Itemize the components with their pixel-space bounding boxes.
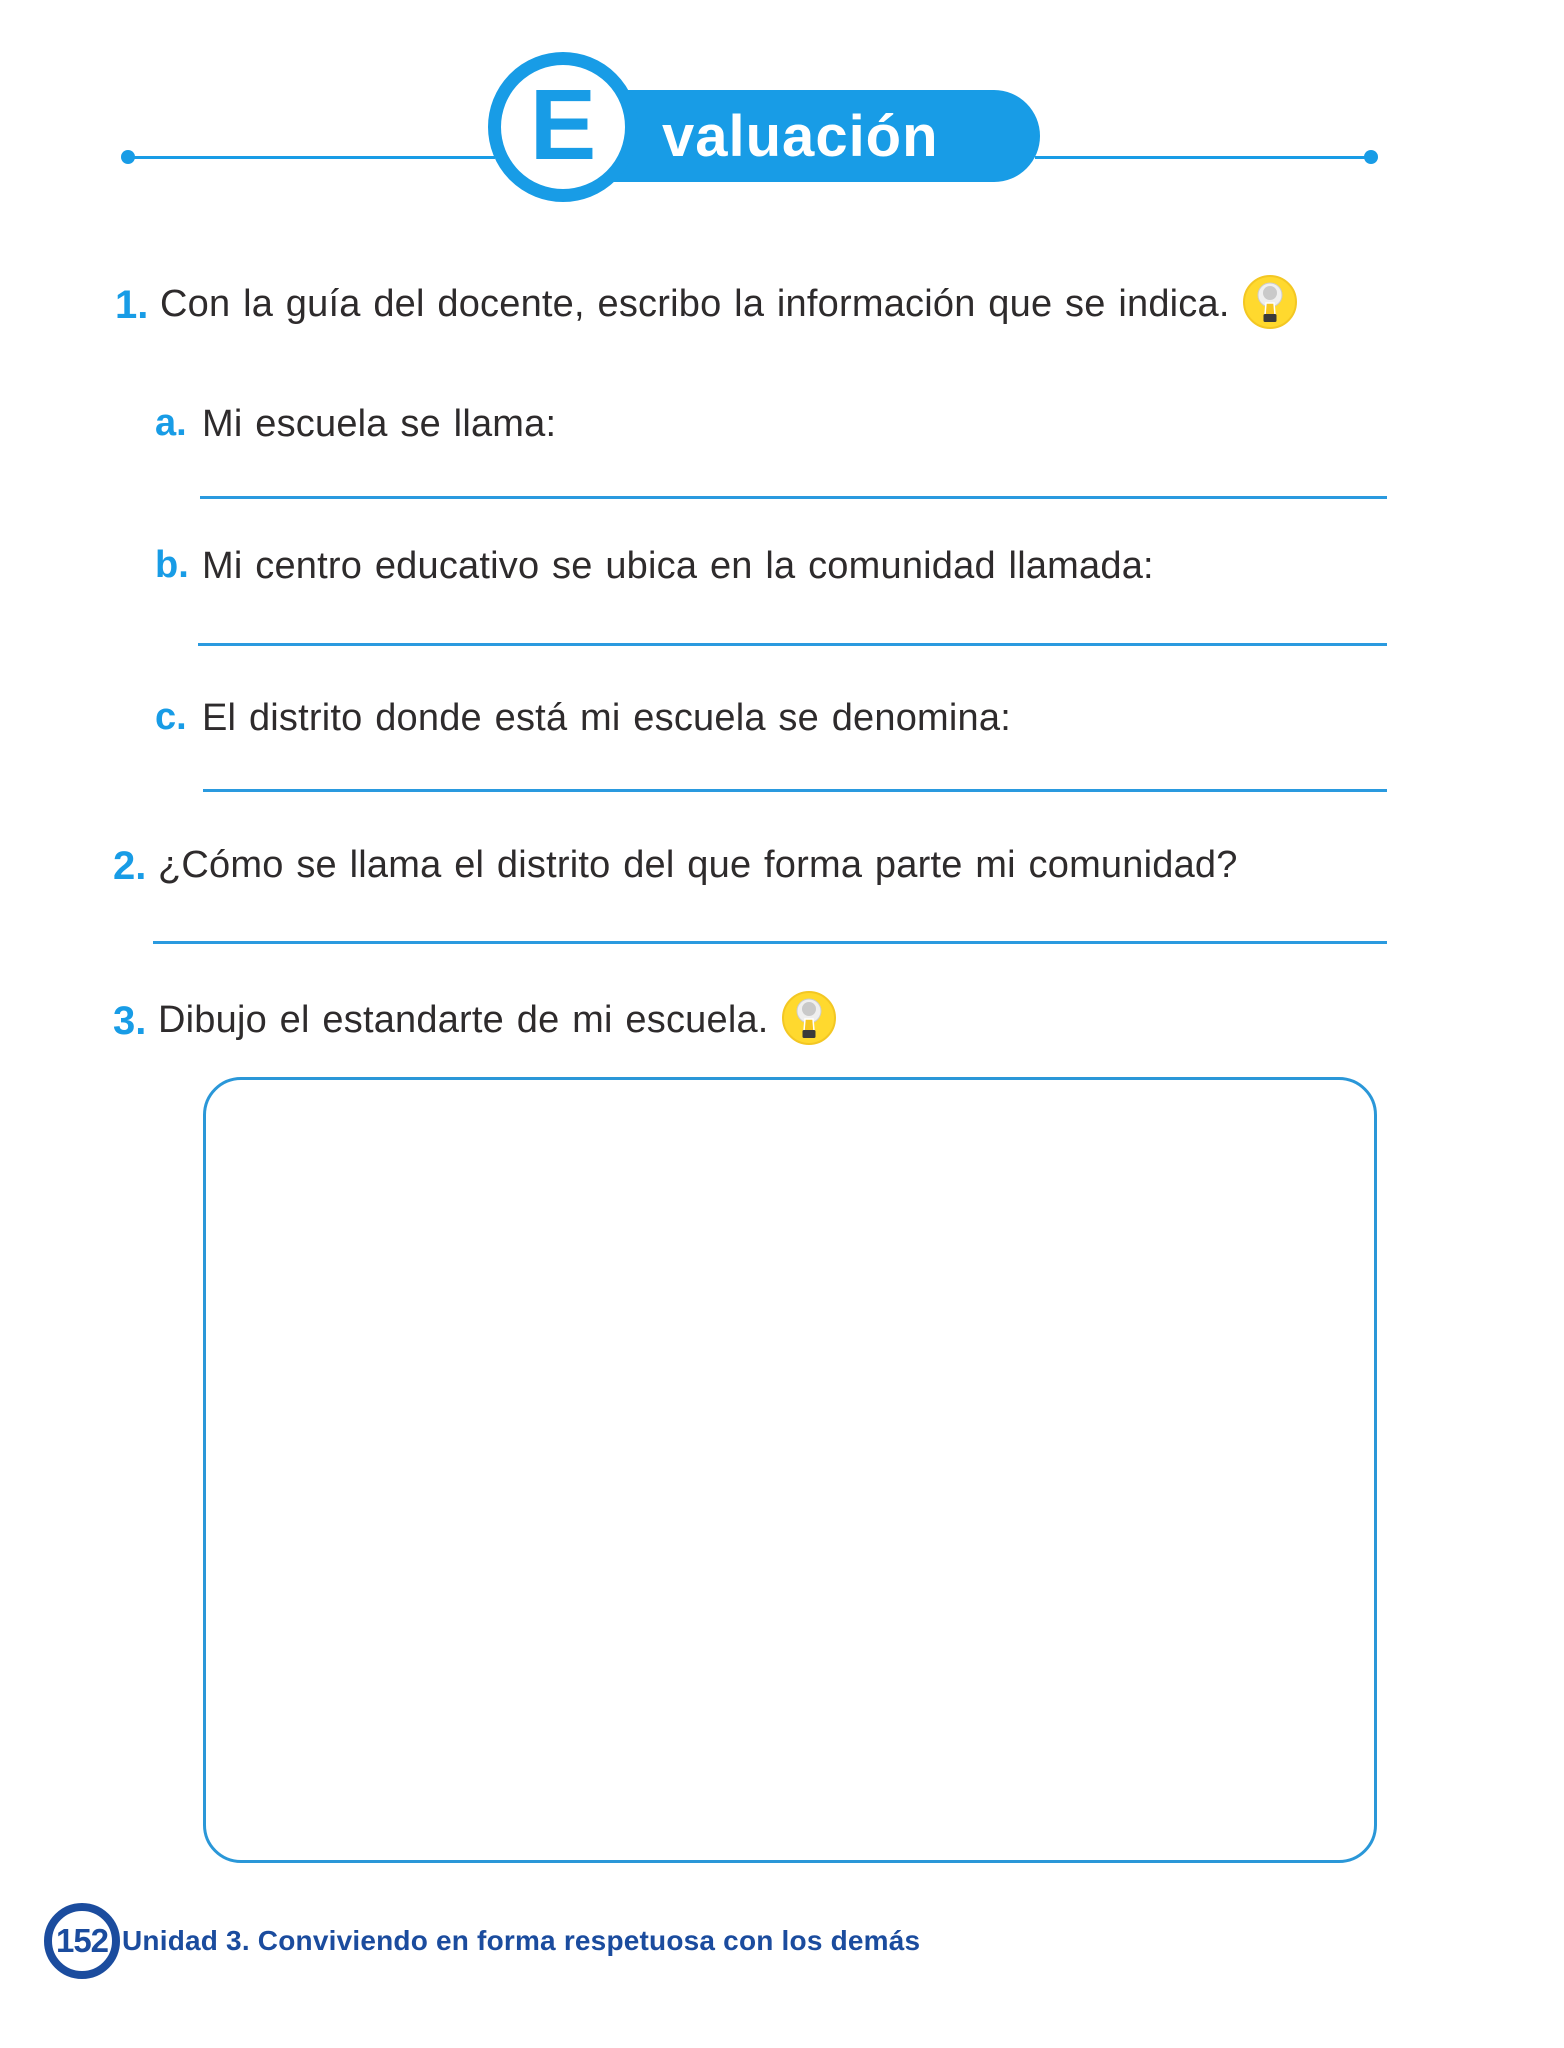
answer-line-1c[interactable] xyxy=(203,789,1387,792)
question-1c-text: El distrito donde está mi escuela se denomina: xyxy=(202,697,1011,739)
answer-line-2[interactable] xyxy=(153,941,1387,944)
header-line-dot-right xyxy=(1364,150,1378,164)
question-1-number: 1. xyxy=(115,283,149,327)
question-2-number: 2. xyxy=(113,844,147,888)
page-number: 152 xyxy=(55,1922,109,1959)
drawing-box[interactable] xyxy=(203,1077,1377,1863)
question-2 xyxy=(113,842,1238,890)
lightbulb-icon xyxy=(781,989,837,1047)
header-line-left xyxy=(130,156,495,159)
evaluation-title-pill xyxy=(570,90,1040,182)
question-3 xyxy=(113,997,837,1047)
answer-line-1b[interactable] xyxy=(198,643,1387,646)
question-1b-text: Mi centro educativo se ubica en la comunidad llamada: xyxy=(202,545,1154,587)
question-3-number: 3. xyxy=(113,999,147,1043)
question-1a xyxy=(155,401,556,449)
lightbulb-icon xyxy=(1242,273,1298,331)
question-2-text: ¿Cómo se llama el distrito del que forma parte mi comunidad? xyxy=(158,844,1238,886)
evaluation-letter: E xyxy=(529,69,597,181)
question-1b-letter: b. xyxy=(155,544,189,586)
unit-footer-text: Unidad 3. Conviviendo en forma respetuosa con los demás xyxy=(122,1925,921,1956)
question-1-text: Con la guía del docente, escribo la información que se indica. xyxy=(160,283,1230,325)
evaluation-letter-circle xyxy=(488,52,638,202)
evaluation-title-text: valuación xyxy=(662,103,939,169)
question-1b xyxy=(155,543,1154,591)
question-1 xyxy=(115,281,1298,331)
page-number-badge xyxy=(44,1903,120,1979)
question-1a-letter: a. xyxy=(155,402,187,444)
question-1a-text: Mi escuela se llama: xyxy=(202,403,557,445)
question-1c-letter: c. xyxy=(155,696,187,738)
answer-line-1a[interactable] xyxy=(200,496,1387,499)
header-line-right xyxy=(1035,156,1370,159)
question-3-text: Dibujo el estandarte de mi escuela. xyxy=(158,999,769,1041)
question-1c xyxy=(155,695,1011,743)
